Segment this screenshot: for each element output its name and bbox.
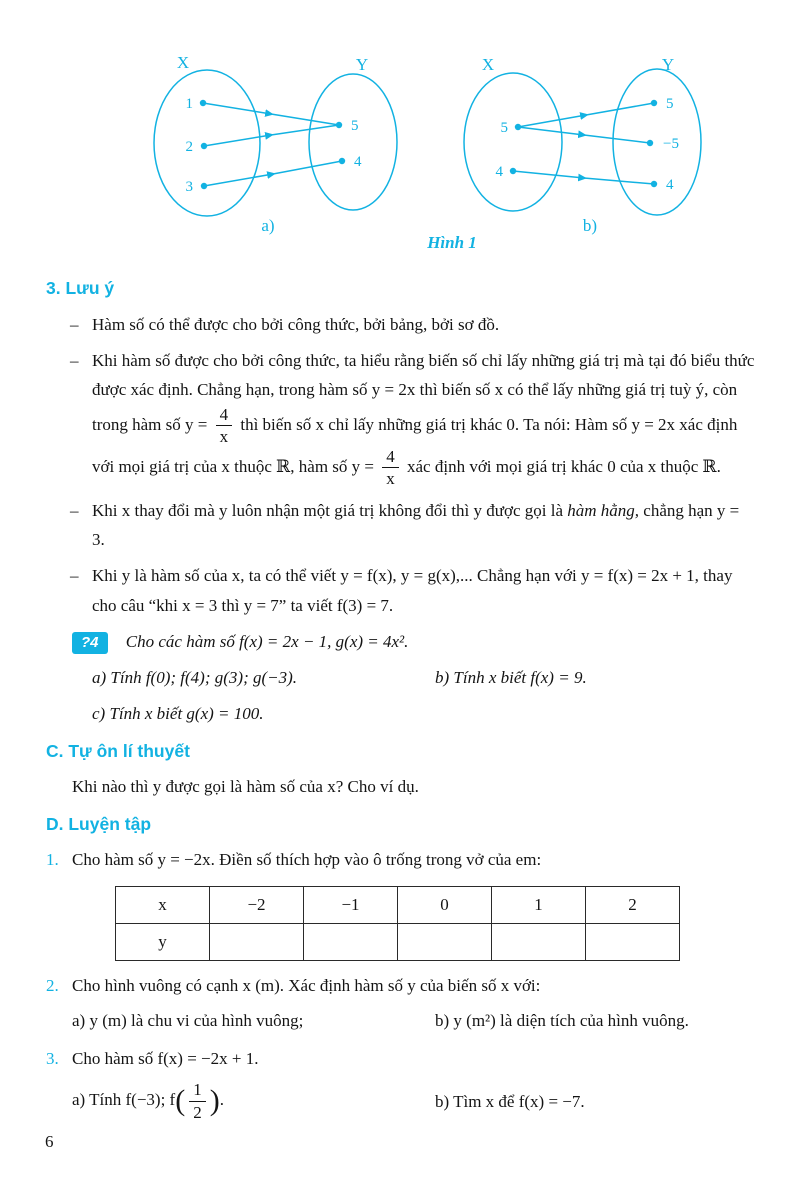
diagram-a-label-4: 4: [354, 154, 362, 170]
ex3-items: [46, 1080, 756, 1122]
diagram-a-label-5: 5: [351, 118, 359, 134]
diagram-b-y-label: Y: [661, 55, 675, 74]
section-c-text: Khi nào thì y được gọi là hàm số của x? Cho ví dụ.: [72, 777, 419, 797]
diagram-b-arrow-4-to-4: [513, 171, 654, 184]
diagram-b-arrow-5-to-5: [518, 103, 654, 127]
note-bullet-2-text-1: Khi hàm số được cho bởi công thức, ta hiểu rằng biến số chỉ lấy những giá trị mà tại đó biểu thức được xác định. Chẳng hạn, trong hàm số y = 2x thì biến số x có thể lấy những giá trị tuỳ ý, còn trong hàm số y =: [92, 351, 755, 434]
ex1-table: [115, 886, 680, 961]
ex1-cell: −2: [210, 886, 304, 923]
diagram-b-arrow-5-to-neg5: [518, 127, 650, 143]
note-bullet-4-text: Khi y là hàm số của x, ta có thể viết y = f(x), y = g(x),... Chẳng hạn với y = f(x) = 2x + 1, thay cho câu “khi x = 3 thì y = 7” ta viết f(3) = 7.: [92, 566, 733, 615]
note-bullet-3-text-1: Khi x thay đổi mà y luôn nhận một giá trị không đổi thì y được gọi là: [92, 500, 568, 520]
diagram-b-label-5y: 5: [666, 96, 674, 112]
diagram-a-sublabel: a): [261, 216, 275, 235]
exercise-1: [46, 846, 756, 873]
left-paren: (: [175, 1084, 186, 1118]
ex1-empty-cell: [586, 923, 680, 960]
fraction-denominator: x: [386, 469, 395, 489]
diagram-b-point-4y: [651, 181, 657, 187]
q4-item-c-row: [46, 700, 756, 727]
bullet-dash: –: [70, 566, 79, 586]
ex1-table-row-y: [116, 923, 680, 960]
diagram-a-point-4: [339, 158, 345, 164]
exercise-1-number: 1.: [46, 850, 59, 870]
exercise-2-text: Cho hình vuông có cạnh x (m). Xác định hàm số y của biến số x với:: [72, 975, 541, 995]
diagram-a-y-label: Y: [355, 55, 369, 74]
diagram-b-label-4y: 4: [666, 177, 674, 193]
section-d-heading: D. Luyện tập: [46, 814, 152, 835]
fraction-numerator: 1: [189, 1080, 206, 1102]
ex3-item-a: [72, 1080, 435, 1122]
exercise-2-number: 2.: [46, 975, 59, 995]
fraction-numerator: 4: [382, 447, 399, 469]
q4-statement: Cho các hàm số f(x) = 2x − 1, g(x) = 4x².: [125, 631, 409, 651]
ex1-empty-cell: [398, 923, 492, 960]
bullet-dash: –: [70, 315, 79, 334]
ex1-cell: 1: [492, 886, 586, 923]
bullet-dash: –: [70, 500, 79, 520]
diagram-a-arrow-3-to-4: [204, 161, 342, 186]
bullet-dash: –: [70, 351, 79, 371]
fraction-1-over-2: [189, 1080, 206, 1122]
right-paren: ): [209, 1084, 220, 1118]
ex1-cell: y: [116, 923, 210, 960]
diagram-a-label-2: 2: [185, 139, 193, 155]
diagram-a-label-3: 3: [185, 179, 193, 195]
fraction-4-over-x: [382, 447, 399, 489]
ex1-empty-cell: [492, 923, 586, 960]
note-bullet-1-text: Hàm số có thể được cho bởi công thức, bởi bảng, bởi sơ đồ.: [92, 315, 500, 334]
note-bullet-4: [46, 561, 756, 619]
fraction-denominator: 2: [193, 1102, 202, 1122]
diagram-b-point-5x: [515, 124, 521, 130]
ex1-cell: 2: [586, 886, 680, 923]
ex3-item-a-pre: a) Tính f(−3); f: [72, 1090, 176, 1110]
section-c-heading: C. Tự ôn lí thuyết: [46, 741, 190, 762]
diagram-b-label-5x: 5: [500, 120, 508, 136]
diagram-a-arrow-2-to-5: [204, 125, 339, 146]
diagram-a-arrow-1-to-5: [203, 103, 339, 125]
diagram-b-x-label: X: [481, 55, 495, 74]
diagram-a-set-y-ellipse: [309, 74, 397, 210]
note-bullet-2: [46, 346, 756, 489]
diagram-b-point-4x: [510, 168, 516, 174]
diagram-b-label-4x: 4: [495, 164, 503, 180]
ex1-empty-cell: [304, 923, 398, 960]
ex2-items: [46, 1007, 756, 1034]
exercise-3-number: 3.: [46, 1048, 59, 1068]
figure-hinh-1: [0, 0, 796, 258]
page-number: 6: [45, 1132, 54, 1151]
diagram-a-set-x-ellipse: [154, 70, 260, 216]
note-bullet-3-text-2: chẳng hạn y = 3.: [92, 500, 740, 550]
q4-item-a: a) Tính f(0); f(4); g(3); g(−3).: [92, 667, 298, 687]
ex1-table-row-x: [116, 886, 680, 923]
ex1-cell: 0: [398, 886, 492, 923]
q4-item-c: c) Tính x biết g(x) = 100.: [92, 704, 264, 724]
ex2-item-a: a) y (m) là chu vi của hình vuông;: [72, 1010, 304, 1030]
exercise-1-text: Cho hàm số y = −2x. Điền số thích hợp vào ô trống trong vở của em:: [72, 850, 542, 870]
exercise-2: [46, 972, 756, 999]
diagram-b-label-neg5y: −5: [663, 136, 679, 152]
note-heading: 3. Lưu ý: [46, 278, 115, 298]
q4-item-b: b) Tính x biết f(x) = 9.: [435, 667, 587, 687]
diagram-b-set-x-ellipse: [464, 73, 562, 211]
ex1-empty-cell: [210, 923, 304, 960]
diagram-b-point-neg5y: [647, 140, 653, 146]
fraction-denominator: x: [219, 427, 229, 447]
q4-badge: ?4: [72, 632, 108, 654]
note-bullet-2-text-3: xác định với mọi giá trị khác 0 của x thuộc ℝ.: [402, 456, 721, 476]
note-bullet-3-emphasis: hàm hằng,: [567, 500, 640, 520]
diagram-a-point-2: [201, 143, 207, 149]
ex1-cell: x: [116, 886, 210, 923]
q4-items-ab: [46, 664, 756, 691]
exercise-3-text: Cho hàm số f(x) = −2x + 1.: [72, 1048, 259, 1068]
fraction-numerator: 4: [216, 405, 233, 427]
note-bullet-2-text-2: thì biến số x chỉ lấy những giá trị khác 0. Ta nói: Hàm số y = 2x xác định với mọi giá trị của x thuộc ℝ, hàm số y =: [92, 414, 738, 476]
page-content: [0, 258, 796, 1122]
diagram-a-point-5: [336, 122, 342, 128]
diagram-b-set-y-ellipse: [613, 69, 701, 215]
diagram-b-point-5y: [651, 100, 657, 106]
ex1-cell: −1: [304, 886, 398, 923]
ex3-item-b: b) Tìm x để f(x) = −7.: [435, 1091, 585, 1111]
diagram-b-sublabel: b): [582, 216, 598, 235]
ex2-item-b: b) y (m²) là diện tích của hình vuông.: [435, 1010, 689, 1030]
diagram-a-label-1: 1: [185, 96, 193, 112]
diagram-a-x-label: X: [176, 53, 190, 72]
activity-q4: [72, 632, 756, 654]
note-bullet-3: [46, 496, 756, 554]
exercise-3: [46, 1045, 756, 1072]
note-bullet-1: [46, 310, 756, 339]
fraction-4-over-x: [216, 405, 233, 447]
figure-caption: Hình 1: [427, 233, 477, 252]
diagram-a-point-1: [200, 100, 206, 106]
ex3-item-a-post: .: [219, 1090, 224, 1110]
diagram-a-point-3: [201, 183, 207, 189]
